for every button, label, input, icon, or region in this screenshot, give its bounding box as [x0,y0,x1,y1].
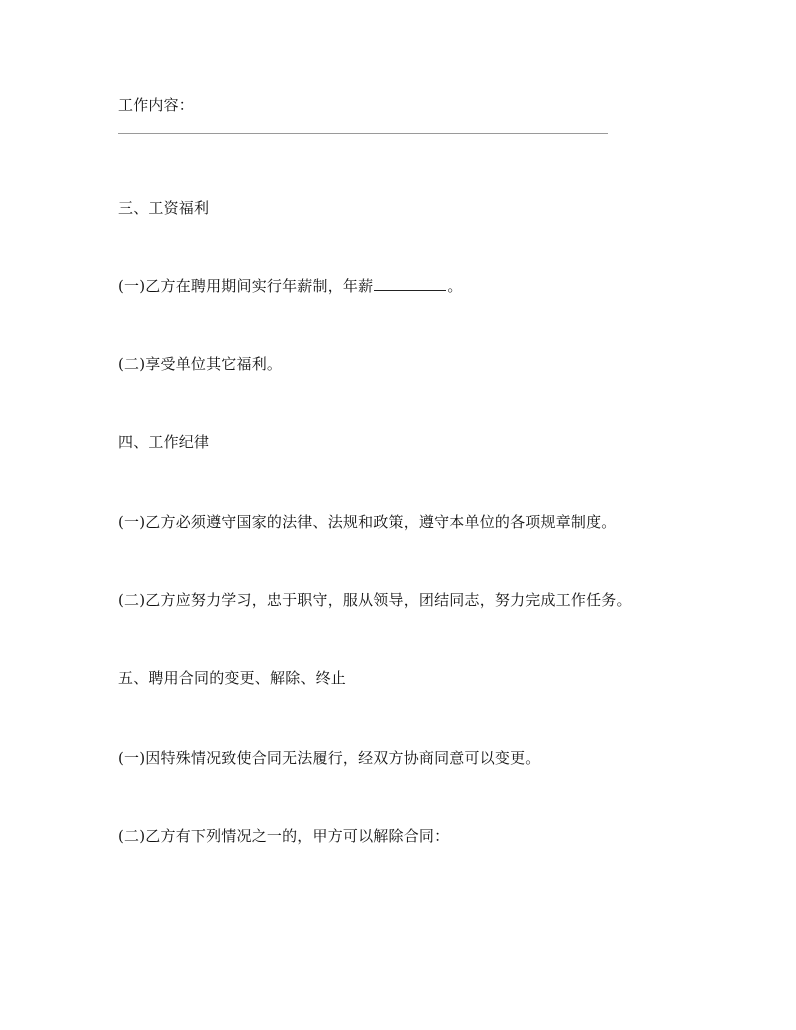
section-4-item-1: (一)乙方必须遵守国家的法律、法规和政策，遵守本单位的各项规章制度。 [118,513,617,531]
work-content-fill-line [118,133,608,134]
section-3-item-2: (二)享受单位其它福利。 [118,355,283,373]
section-5-title: 五、聘用合同的变更、解除、终止 [118,669,347,687]
section-3-item-1-end: 。 [447,277,463,295]
section-3-item-1 [118,276,463,296]
section-4-title: 四、工作纪律 [118,433,210,451]
section-3-item-1-text: (一)乙方在聘用期间实行年薪制，年薪 [118,277,374,295]
section-5-item-1: (一)因特殊情况致使合同无法履行，经双方协商同意可以变更。 [118,749,541,767]
work-content-label: 工作内容： [118,96,195,114]
section-3-title: 三、工资福利 [118,199,210,217]
section-4-item-2: (二)乙方应努力学习，忠于职守，服从领导，团结同志，努力完成工作任务。 [118,591,632,609]
section-5-item-2: (二)乙方有下列情况之一的，甲方可以解除合同： [118,827,450,845]
annual-salary-blank [374,276,446,291]
